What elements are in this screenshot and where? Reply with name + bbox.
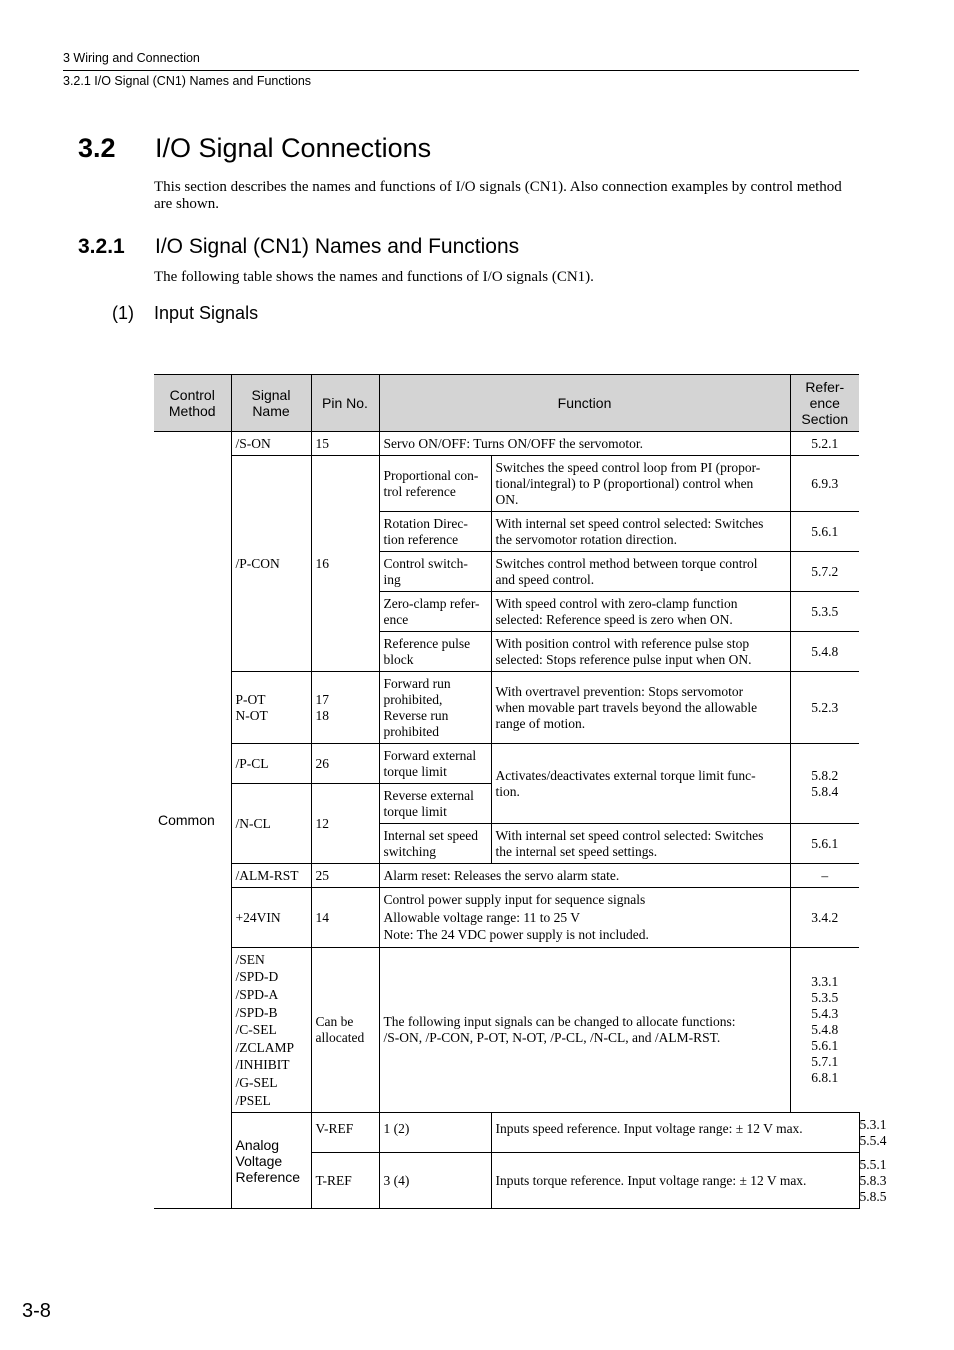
subsection-number: 3.2.1 <box>78 235 125 258</box>
function-text: Control power supply input for sequence signals Allowable voltage range: 11 to 25 V Note: The 24 VDC power supply is not included. <box>379 888 790 948</box>
signal-name: V-REF <box>311 1113 379 1153</box>
pin-no: 16 <box>311 456 379 672</box>
function-text: Servo ON/OFF: Turns ON/OFF the servomotor. <box>379 432 790 456</box>
function-desc: Activates/deactivates external torque limit func- tion. <box>491 744 790 824</box>
signal-name: /N-CL <box>231 784 311 864</box>
header-control-method: Control Method <box>154 375 231 432</box>
pin-no: 3 (4) <box>379 1153 491 1209</box>
function-name: Control switch- ing <box>379 552 491 592</box>
function-desc: With internal set speed control selected: Switches the internal set speed settings. <box>491 824 790 864</box>
function-desc: With position control with reference pulse stop selected: Stops reference pulse input when ON. <box>491 632 790 672</box>
function-desc: Switches control method between torque control and speed control. <box>491 552 790 592</box>
reference-section: 5.3.5 <box>790 592 859 632</box>
function-desc: With overtravel prevention: Stops servomotor when movable part travels beyond the allowable range of motion. <box>491 672 790 744</box>
reference-section: 3.3.1 5.3.5 5.4.3 5.4.8 5.6.1 5.7.1 6.8.1 <box>790 948 859 1113</box>
page-number: 3-8 <box>22 1300 51 1322</box>
function-name: Rotation Direc- tion reference <box>379 512 491 552</box>
reference-section: 3.4.2 <box>790 888 859 948</box>
pin-no: Can be allocated <box>311 948 379 1113</box>
reference-section: 5.2.3 <box>790 672 859 744</box>
reference-section: – <box>790 864 859 888</box>
section-title: I/O Signal Connections <box>155 133 432 163</box>
function-text: Alarm reset: Releases the servo alarm state. <box>379 864 790 888</box>
table-row <box>154 864 859 888</box>
reference-section: 5.7.2 <box>790 552 859 592</box>
table-row: Analog Voltage Reference V-REF 1 (2) Inputs speed reference. Input voltage range: ± 12 V max. 5.3.1 5.5.4 <box>154 1113 859 1153</box>
reference-section: 5.2.1 <box>790 432 859 456</box>
control-method-common: Common <box>154 432 231 1209</box>
function-desc: With speed control with zero-clamp function selected: Reference speed is zero when ON. <box>491 592 790 632</box>
function-text: The following input signals can be changed to allocate functions: /S-ON, /P-CON, P-OT, N-OT, /P-CL, /N-CL, and /ALM-RST. <box>379 948 790 1113</box>
running-header-chapter: 3 Wiring and Connection <box>63 51 200 65</box>
function-name: Proportional con- trol reference <box>379 456 491 512</box>
table-header-row <box>154 375 859 432</box>
reference-section: 5.6.1 <box>790 824 859 864</box>
pin-no: 25 <box>311 864 379 888</box>
pin-no: 14 <box>311 888 379 948</box>
section-intro: This section describes the names and functions of I/O signals (CN1). Also connection examples by control method are shown. <box>154 179 842 212</box>
pin-no: 17 18 <box>311 672 379 744</box>
list-number: (1) <box>112 303 134 323</box>
header-pin-no: Pin No. <box>311 375 379 432</box>
control-method-analog: Analog Voltage Reference <box>231 1113 311 1209</box>
signal-name: T-REF <box>311 1153 379 1209</box>
table-row <box>154 948 859 1113</box>
table-row <box>154 888 859 948</box>
section-number: 3.2 <box>78 133 116 163</box>
table-row <box>154 672 859 744</box>
signal-name: P-OT N-OT <box>231 672 311 744</box>
reference-section: 6.9.3 <box>790 456 859 512</box>
input-signals-table <box>154 374 887 1209</box>
subsection-title: I/O Signal (CN1) Names and Functions <box>155 235 520 258</box>
function-name: Forward run prohibited, Reverse run prohibited <box>379 672 491 744</box>
table-row <box>154 744 859 784</box>
header-signal-name: Signal Name <box>231 375 311 432</box>
header-rule <box>63 70 859 71</box>
reference-section: 5.4.8 <box>790 632 859 672</box>
function-text: Inputs speed reference. Input voltage range: ± 12 V max. <box>491 1113 859 1153</box>
running-header-section: 3.2.1 I/O Signal (CN1) Names and Functions <box>63 74 312 88</box>
signal-name: /P-CON <box>231 456 311 672</box>
function-name: Zero-clamp refer- ence <box>379 592 491 632</box>
reference-section: 5.8.2 5.8.4 <box>790 744 859 824</box>
pin-no: 26 <box>311 744 379 784</box>
signal-name: /ALM-RST <box>231 864 311 888</box>
pin-no: 15 <box>311 432 379 456</box>
pin-no: 1 (2) <box>379 1113 491 1153</box>
list-title: Input Signals <box>154 303 259 323</box>
header-function: Function <box>379 375 790 432</box>
function-name: Reference pulse block <box>379 632 491 672</box>
table-row <box>154 456 859 512</box>
signal-name: /SEN /SPD-D /SPD-A /SPD-B /C-SEL /ZCLAMP /INHIBIT /G-SEL /PSEL <box>231 948 311 1113</box>
subsection-intro: The following table shows the names and functions of I/O signals (CN1). <box>154 269 594 285</box>
function-desc: With internal set speed control selected: Switches the servomotor rotation direction. <box>491 512 790 552</box>
table-row <box>154 432 859 456</box>
signal-name: /P-CL <box>231 744 311 784</box>
function-name: Forward external torque limit <box>379 744 491 784</box>
signal-name: +24VIN <box>231 888 311 948</box>
signal-name: /S-ON <box>231 432 311 456</box>
pin-no: 12 <box>311 784 379 864</box>
table-row: T-REF 3 (4) Inputs torque reference. Input voltage range: ± 12 V max. 5.5.1 5.8.3 5.8.5 <box>154 1153 859 1209</box>
function-name: Internal set speed switching <box>379 824 491 864</box>
header-reference: Refer- ence Section <box>790 375 859 432</box>
reference-section: 5.6.1 <box>790 512 859 552</box>
function-desc: Switches the speed control loop from PI (propor- tional/integral) to P (proportional) control when ON. <box>491 456 790 512</box>
function-text: Inputs torque reference. Input voltage range: ± 12 V max. <box>491 1153 859 1209</box>
function-name: Reverse external torque limit <box>379 784 491 824</box>
